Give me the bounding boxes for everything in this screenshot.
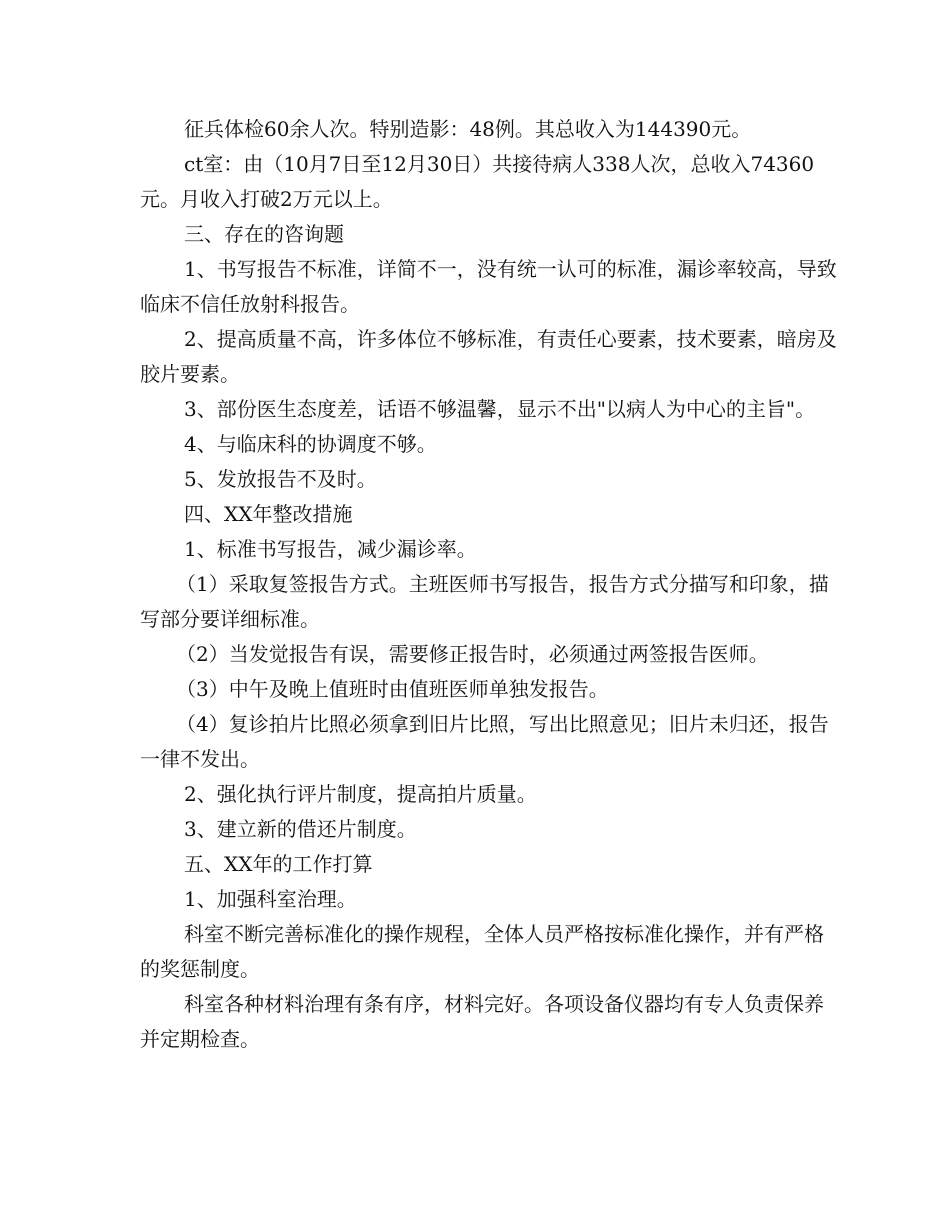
paragraph: 2、提高质量不高，许多体位不够标准，有责任心要素，技术要素，暗房及胶片要素。: [140, 327, 837, 386]
section-heading: 五、XX年的工作打算: [184, 852, 373, 876]
section-heading: 三、存在的咨询题: [184, 222, 344, 246]
sub-item: （2）当发觉报告有误，需要修正报告时，必须通过两签报告医师。: [176, 642, 769, 666]
paragraph: 科室各种材料治理有条有序，材料完好。各项设备仪器均有专人负责保养并定期检查。: [140, 992, 824, 1051]
sub-item: （1）采取复签报告方式。主班医师书写报告，报告方式分描写和印象，描写部分要详细标准。: [140, 572, 829, 631]
paragraph: 4、与临床科的协调度不够。: [184, 432, 437, 456]
paragraph: 1、加强科室治理。: [184, 887, 357, 911]
paragraph: 3、部份医生态度差，话语不够温馨，显示不出"以病人为中心的主旨"。: [184, 397, 816, 421]
document-body: [140, 112, 840, 1057]
paragraph: 1、标准书写报告，减少漏诊率。: [184, 537, 477, 561]
section-heading: 四、XX年整改措施: [184, 502, 353, 526]
paragraph: 征兵体检60余人次。特别造影：48例。其总收入为144390元。: [184, 117, 752, 141]
paragraph: 科室不断完善标准化的操作规程，全体人员严格按标准化操作，并有严格的奖惩制度。: [140, 922, 824, 981]
paragraph: 3、建立新的借还片制度。: [184, 817, 417, 841]
sub-item: （4）复诊拍片比照必须拿到旧片比照，写出比照意见；旧片未归还，报告一律不发出。: [140, 712, 829, 771]
paragraph: 2、强化执行评片制度，提高拍片质量。: [184, 782, 537, 806]
sub-item: （3）中午及晚上值班时由值班医师单独发报告。: [176, 677, 609, 701]
paragraph: 1、书写报告不标准，详简不一，没有统一认可的标准，漏诊率较高，导致临床不信任放射科报告。: [140, 257, 837, 316]
paragraph: 5、发放报告不及时。: [184, 467, 377, 491]
paragraph: ct室：由（10月7日至12月30日）共接待病人338人次，总收入74360元。月收入打破2万元以上。: [140, 152, 815, 211]
